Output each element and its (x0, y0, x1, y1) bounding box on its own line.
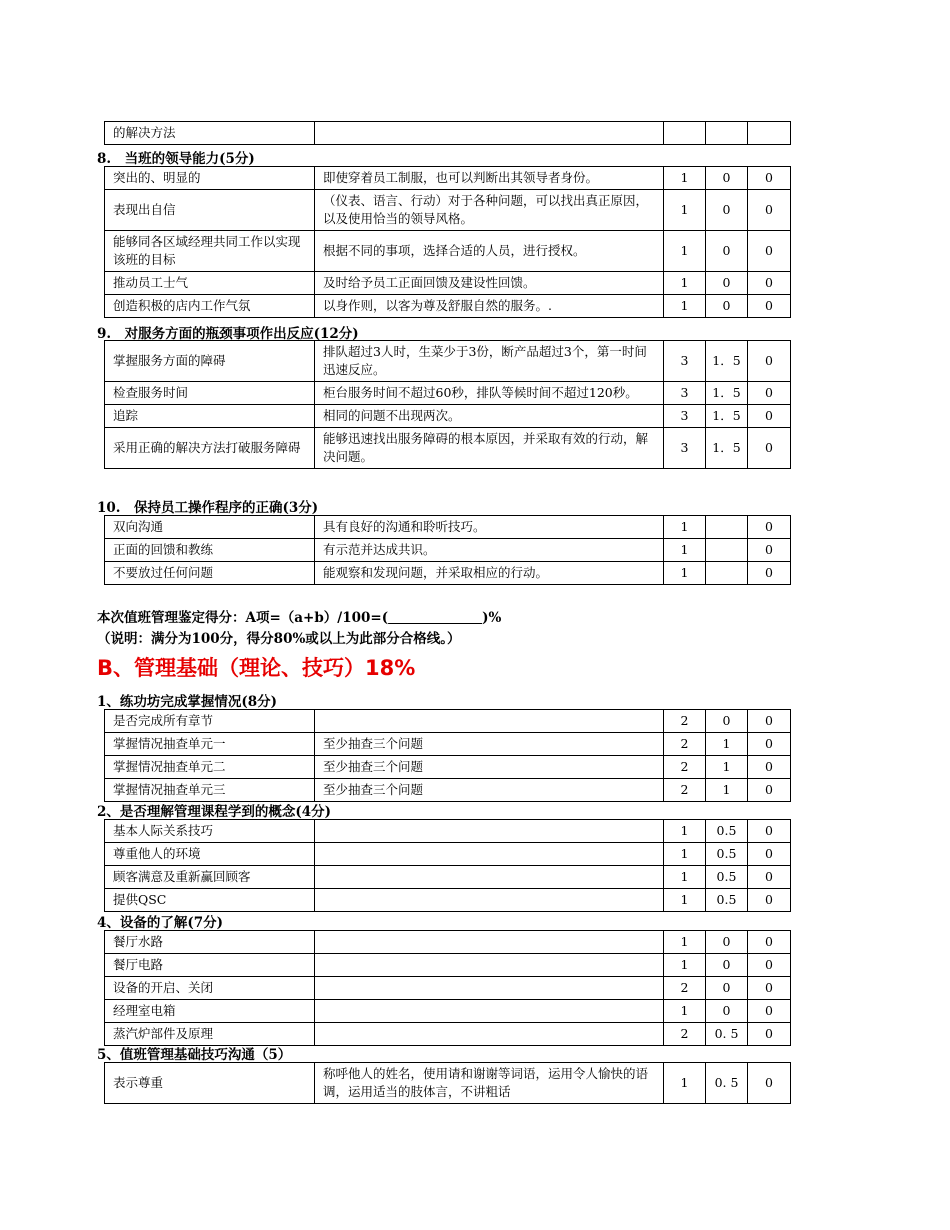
standard-cell (315, 122, 664, 145)
score-zero-cell: 0 (748, 428, 791, 469)
standard-cell: 能够迅速找出服务障碍的根本原因，并采取有效的行动，解决问题。 (315, 428, 664, 469)
score-zero-cell: 0 (748, 843, 791, 866)
score-full-cell: 1 (664, 231, 706, 272)
score-full-cell: 3 (664, 382, 706, 405)
score-partial-cell (706, 516, 748, 539)
score-formula-suffix: )% (482, 610, 502, 626)
section-b2-heading: 2、是否理解管理课程学到的概念(4分) (97, 804, 332, 820)
score-full-cell: 1 (664, 889, 706, 912)
standard-cell (315, 843, 664, 866)
item-cell: 能够同各区域经理共同工作以实现该班的目标 (105, 231, 315, 272)
standard-cell: 即使穿着员工制服，也可以判断出其领导者身份。 (315, 167, 664, 190)
score-partial-cell (706, 539, 748, 562)
score-zero-cell: 0 (748, 931, 791, 954)
item-cell: 不要放过任何问题 (105, 562, 315, 585)
score-partial-cell: 1 (706, 756, 748, 779)
table-row (105, 341, 791, 382)
item-cell: 推动员工士气 (105, 272, 315, 295)
item-cell: 是否完成所有章节 (105, 710, 315, 733)
table-row (105, 272, 791, 295)
table-row (105, 954, 791, 977)
standard-cell: 柜台服务时间不超过60秒，排队等候时间不超过120秒。 (315, 382, 664, 405)
item-cell: 追踪 (105, 405, 315, 428)
standard-cell (315, 710, 664, 733)
score-partial-cell: 0 (706, 954, 748, 977)
score-partial-cell: 0. 5 (706, 1063, 748, 1104)
section-9-heading: 9. 对服务方面的瓶颈事项作出反应(12分) (97, 326, 359, 342)
table-row (105, 231, 791, 272)
score-partial-cell: 1．5 (706, 382, 748, 405)
item-cell: 双向沟通 (105, 516, 315, 539)
score-partial-cell: 1 (706, 779, 748, 802)
score-blank (388, 610, 482, 626)
item-cell: 正面的回馈和教练 (105, 539, 315, 562)
score-full-cell: 3 (664, 405, 706, 428)
score-full-cell: 1 (664, 167, 706, 190)
table-section-b2 (104, 819, 791, 912)
score-partial-cell: 0 (706, 1000, 748, 1023)
standard-cell (315, 889, 664, 912)
score-full-cell: 2 (664, 710, 706, 733)
section-b4-heading: 4、设备的了解(7分) (97, 915, 224, 931)
section-10-heading: 10. 保持员工操作程序的正确(3分) (97, 500, 319, 516)
standard-cell: 排队超过3人时，生菜少于3份，断产品超过3个，第一时间迅速反应。 (315, 341, 664, 382)
score-full-cell: 2 (664, 977, 706, 1000)
table-row (105, 562, 791, 585)
score-full-cell: 3 (664, 341, 706, 382)
score-full-cell: 1 (664, 820, 706, 843)
score-partial-cell: 0 (706, 190, 748, 231)
table-row (105, 190, 791, 231)
score-zero-cell: 0 (748, 562, 791, 585)
score-full-cell: 1 (664, 516, 706, 539)
section-b1-heading: 1、练功坊完成掌握情况(8分) (97, 694, 278, 710)
score-zero-cell: 0 (748, 710, 791, 733)
score-formula-prefix: 本次值班管理鉴定得分：A项=（a+b）/100=( (97, 610, 389, 626)
standard-cell: （仪表、语言、行动）对于各种问题，可以找出真正原因，以及使用恰当的领导风格。 (315, 190, 664, 231)
item-cell: 基本人际关系技巧 (105, 820, 315, 843)
score-zero-cell: 0 (748, 295, 791, 318)
standard-cell (315, 866, 664, 889)
score-zero-cell: 0 (748, 1023, 791, 1046)
score-zero-cell: 0 (748, 190, 791, 231)
score-partial-cell: 0 (706, 167, 748, 190)
score-partial-cell: 1．5 (706, 405, 748, 428)
score-zero-cell: 0 (748, 820, 791, 843)
standard-cell: 至少抽查三个问题 (315, 779, 664, 802)
score-zero-cell: 0 (748, 272, 791, 295)
table-row (105, 779, 791, 802)
standard-cell: 称呼他人的姓名，使用请和谢谢等词语，运用令人愉快的语调，运用适当的肢体言，不讲粗话 (315, 1063, 664, 1104)
standard-cell (315, 1000, 664, 1023)
score-full-cell: 3 (664, 428, 706, 469)
table-section-b5 (104, 1062, 791, 1104)
score-zero-cell: 0 (748, 341, 791, 382)
standard-cell (315, 820, 664, 843)
standard-cell: 具有良好的沟通和聆听技巧。 (315, 516, 664, 539)
table-row (105, 295, 791, 318)
item-cell: 蒸汽炉部件及原理 (105, 1023, 315, 1046)
score-full-cell: 2 (664, 733, 706, 756)
table-row (105, 710, 791, 733)
score-partial-cell: 1 (706, 733, 748, 756)
score-full-cell: 1 (664, 866, 706, 889)
score-full-cell: 1 (664, 1000, 706, 1023)
standard-cell: 相同的问题不出现两次。 (315, 405, 664, 428)
table-section-8 (104, 166, 791, 318)
item-cell: 餐厅水路 (105, 931, 315, 954)
score-full-cell: 1 (664, 931, 706, 954)
score-zero-cell: 0 (748, 756, 791, 779)
item-cell: 掌握服务方面的障碍 (105, 341, 315, 382)
table-row (105, 122, 791, 145)
item-cell: 表现出自信 (105, 190, 315, 231)
item-cell: 掌握情况抽查单元一 (105, 733, 315, 756)
table-row (105, 167, 791, 190)
score-full-cell: 1 (664, 539, 706, 562)
score-partial-cell: 0.5 (706, 820, 748, 843)
table-row (105, 820, 791, 843)
score-partial-cell: 0.5 (706, 866, 748, 889)
score-zero-cell: 0 (748, 1000, 791, 1023)
item-cell: 创造积极的店内工作气氛 (105, 295, 315, 318)
item-cell: 突出的、明显的 (105, 167, 315, 190)
score-full-cell: 1 (664, 272, 706, 295)
item-cell: 掌握情况抽查单元二 (105, 756, 315, 779)
table-row (105, 977, 791, 1000)
standard-cell: 至少抽查三个问题 (315, 756, 664, 779)
score-zero-cell: 0 (748, 1063, 791, 1104)
score-zero-cell: 0 (748, 954, 791, 977)
score-partial-cell: 0 (706, 272, 748, 295)
item-cell: 采用正确的解决方法打破服务障碍 (105, 428, 315, 469)
table-row (105, 931, 791, 954)
score-zero-cell: 0 (748, 889, 791, 912)
item-cell: 餐厅电路 (105, 954, 315, 977)
table-row (105, 1063, 791, 1104)
standard-cell: 及时给予员工正面回馈及建设性回馈。 (315, 272, 664, 295)
table-row (105, 405, 791, 428)
standard-cell: 根据不同的事项，选择合适的人员，进行授权。 (315, 231, 664, 272)
score-zero-cell: 0 (748, 733, 791, 756)
score-full-cell: 1 (664, 1063, 706, 1104)
score-partial-cell: 0.5 (706, 843, 748, 866)
score-partial-cell (706, 122, 748, 145)
table-row (105, 539, 791, 562)
score-zero-cell: 0 (748, 405, 791, 428)
table-section-9 (104, 340, 791, 469)
standard-cell (315, 931, 664, 954)
score-zero-cell: 0 (748, 539, 791, 562)
score-full-cell: 1 (664, 190, 706, 231)
table-row (105, 516, 791, 539)
standard-cell (315, 954, 664, 977)
section-b5-heading: 5、值班管理基础技巧沟通（5） (97, 1047, 292, 1063)
score-zero-cell: 0 (748, 866, 791, 889)
score-zero-cell: 0 (748, 167, 791, 190)
item-cell: 尊重他人的环境 (105, 843, 315, 866)
score-full-cell: 1 (664, 843, 706, 866)
score-zero-cell: 0 (748, 516, 791, 539)
score-partial-cell (706, 562, 748, 585)
table-row (105, 756, 791, 779)
score-zero-cell: 0 (748, 977, 791, 1000)
score-partial-cell: 0. 5 (706, 1023, 748, 1046)
table-row (105, 843, 791, 866)
item-cell: 的解决方法 (105, 122, 315, 145)
score-partial-cell: 0 (706, 231, 748, 272)
item-cell: 检查服务时间 (105, 382, 315, 405)
section-8-heading: 8. 当班的领导能力(5分) (97, 151, 255, 167)
score-formula (97, 606, 501, 626)
score-zero-cell: 0 (748, 382, 791, 405)
standard-cell (315, 977, 664, 1000)
score-partial-cell: 1．5 (706, 428, 748, 469)
item-cell: 顾客满意及重新赢回顾客 (105, 866, 315, 889)
score-full-cell: 2 (664, 756, 706, 779)
table-row (105, 866, 791, 889)
score-full-cell: 1 (664, 562, 706, 585)
score-partial-cell: 0 (706, 931, 748, 954)
item-cell: 经理室电箱 (105, 1000, 315, 1023)
item-cell: 设备的开启、关闭 (105, 977, 315, 1000)
score-partial-cell: 0 (706, 977, 748, 1000)
item-cell: 提供QSC (105, 889, 315, 912)
table-continued (104, 121, 791, 145)
score-zero-cell: 0 (748, 231, 791, 272)
table-section-10 (104, 515, 791, 585)
score-full-cell: 1 (664, 295, 706, 318)
score-full-cell: 2 (664, 779, 706, 802)
table-row (105, 382, 791, 405)
item-cell: 表示尊重 (105, 1063, 315, 1104)
table-section-b4 (104, 930, 791, 1046)
score-full-cell: 1 (664, 954, 706, 977)
score-full-cell (664, 122, 706, 145)
table-row (105, 733, 791, 756)
standard-cell: 以身作则，以客为尊及舒服自然的服务。. (315, 295, 664, 318)
item-cell: 掌握情况抽查单元三 (105, 779, 315, 802)
table-row (105, 1000, 791, 1023)
table-row (105, 428, 791, 469)
score-partial-cell: 0 (706, 710, 748, 733)
score-zero-cell: 0 (748, 779, 791, 802)
score-zero-cell (748, 122, 791, 145)
score-partial-cell: 0.5 (706, 889, 748, 912)
standard-cell: 有示范并达成共识。 (315, 539, 664, 562)
table-section-b1 (104, 709, 791, 802)
score-partial-cell: 1．5 (706, 341, 748, 382)
standard-cell: 至少抽查三个问题 (315, 733, 664, 756)
score-full-cell: 2 (664, 1023, 706, 1046)
standard-cell (315, 1023, 664, 1046)
score-partial-cell: 0 (706, 295, 748, 318)
table-row (105, 889, 791, 912)
part-b-title: B、管理基础（理论、技巧）18% (97, 656, 416, 680)
standard-cell: 能观察和发现问题，并采取相应的行动。 (315, 562, 664, 585)
score-note: （说明：满分为100分，得分80%或以上为此部分合格线。） (97, 631, 461, 647)
